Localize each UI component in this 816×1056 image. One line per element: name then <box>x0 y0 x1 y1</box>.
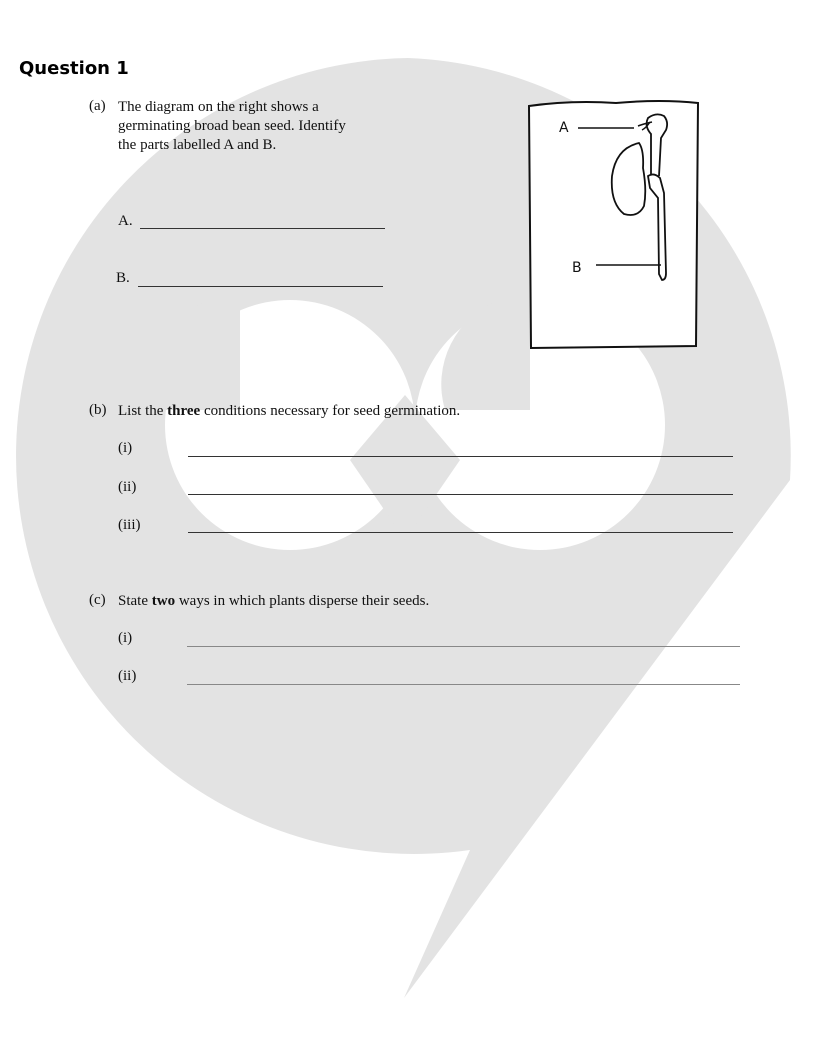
part-c-item-label: (i) <box>118 630 133 646</box>
answer-b-line[interactable] <box>138 286 383 287</box>
part-c-answer-line[interactable] <box>187 684 740 685</box>
part-b-marker: (b) <box>89 402 107 418</box>
part-b-item-label: (iii) <box>118 517 141 533</box>
diagram-label-b: B <box>572 260 582 276</box>
part-b-prompt-emphasis: three <box>167 403 201 419</box>
part-b-prompt-end: conditions necessary for seed germination. <box>200 403 461 419</box>
part-a-prompt-line: the parts labelled A and B. <box>118 137 277 153</box>
diagram-label-a: A <box>559 120 569 136</box>
part-a-prompt <box>118 98 346 155</box>
part-b-answer-line[interactable] <box>188 456 733 457</box>
answer-a-line[interactable] <box>140 228 385 229</box>
part-b-answer-line[interactable] <box>188 494 733 495</box>
part-b-prompt-start: List the <box>118 403 168 419</box>
part-b-prompt <box>118 402 460 421</box>
part-a-prompt-line: germinating broad bean seed. Identify <box>118 118 346 134</box>
part-c-marker: (c) <box>89 592 106 608</box>
part-c-item-label: (ii) <box>118 668 137 684</box>
bean-seed-diagram <box>526 98 706 354</box>
part-c-prompt-end: ways in which plants disperse their seeds. <box>175 593 430 609</box>
answer-b-label: B. <box>116 270 130 286</box>
part-c-answer-line[interactable] <box>187 646 740 647</box>
part-c-prompt-emphasis: two <box>151 593 176 609</box>
part-b-answer-line[interactable] <box>188 532 733 533</box>
part-a-prompt-line: The diagram on the right shows a <box>118 99 319 115</box>
part-c-prompt <box>118 592 429 611</box>
part-b-item-label: (ii) <box>118 479 137 495</box>
part-a-marker: (a) <box>89 98 106 114</box>
part-b-item-label: (i) <box>118 440 133 456</box>
part-c-prompt-start: State <box>118 593 152 609</box>
question-heading: Question 1 <box>19 58 129 79</box>
answer-a-label: A. <box>118 213 133 229</box>
